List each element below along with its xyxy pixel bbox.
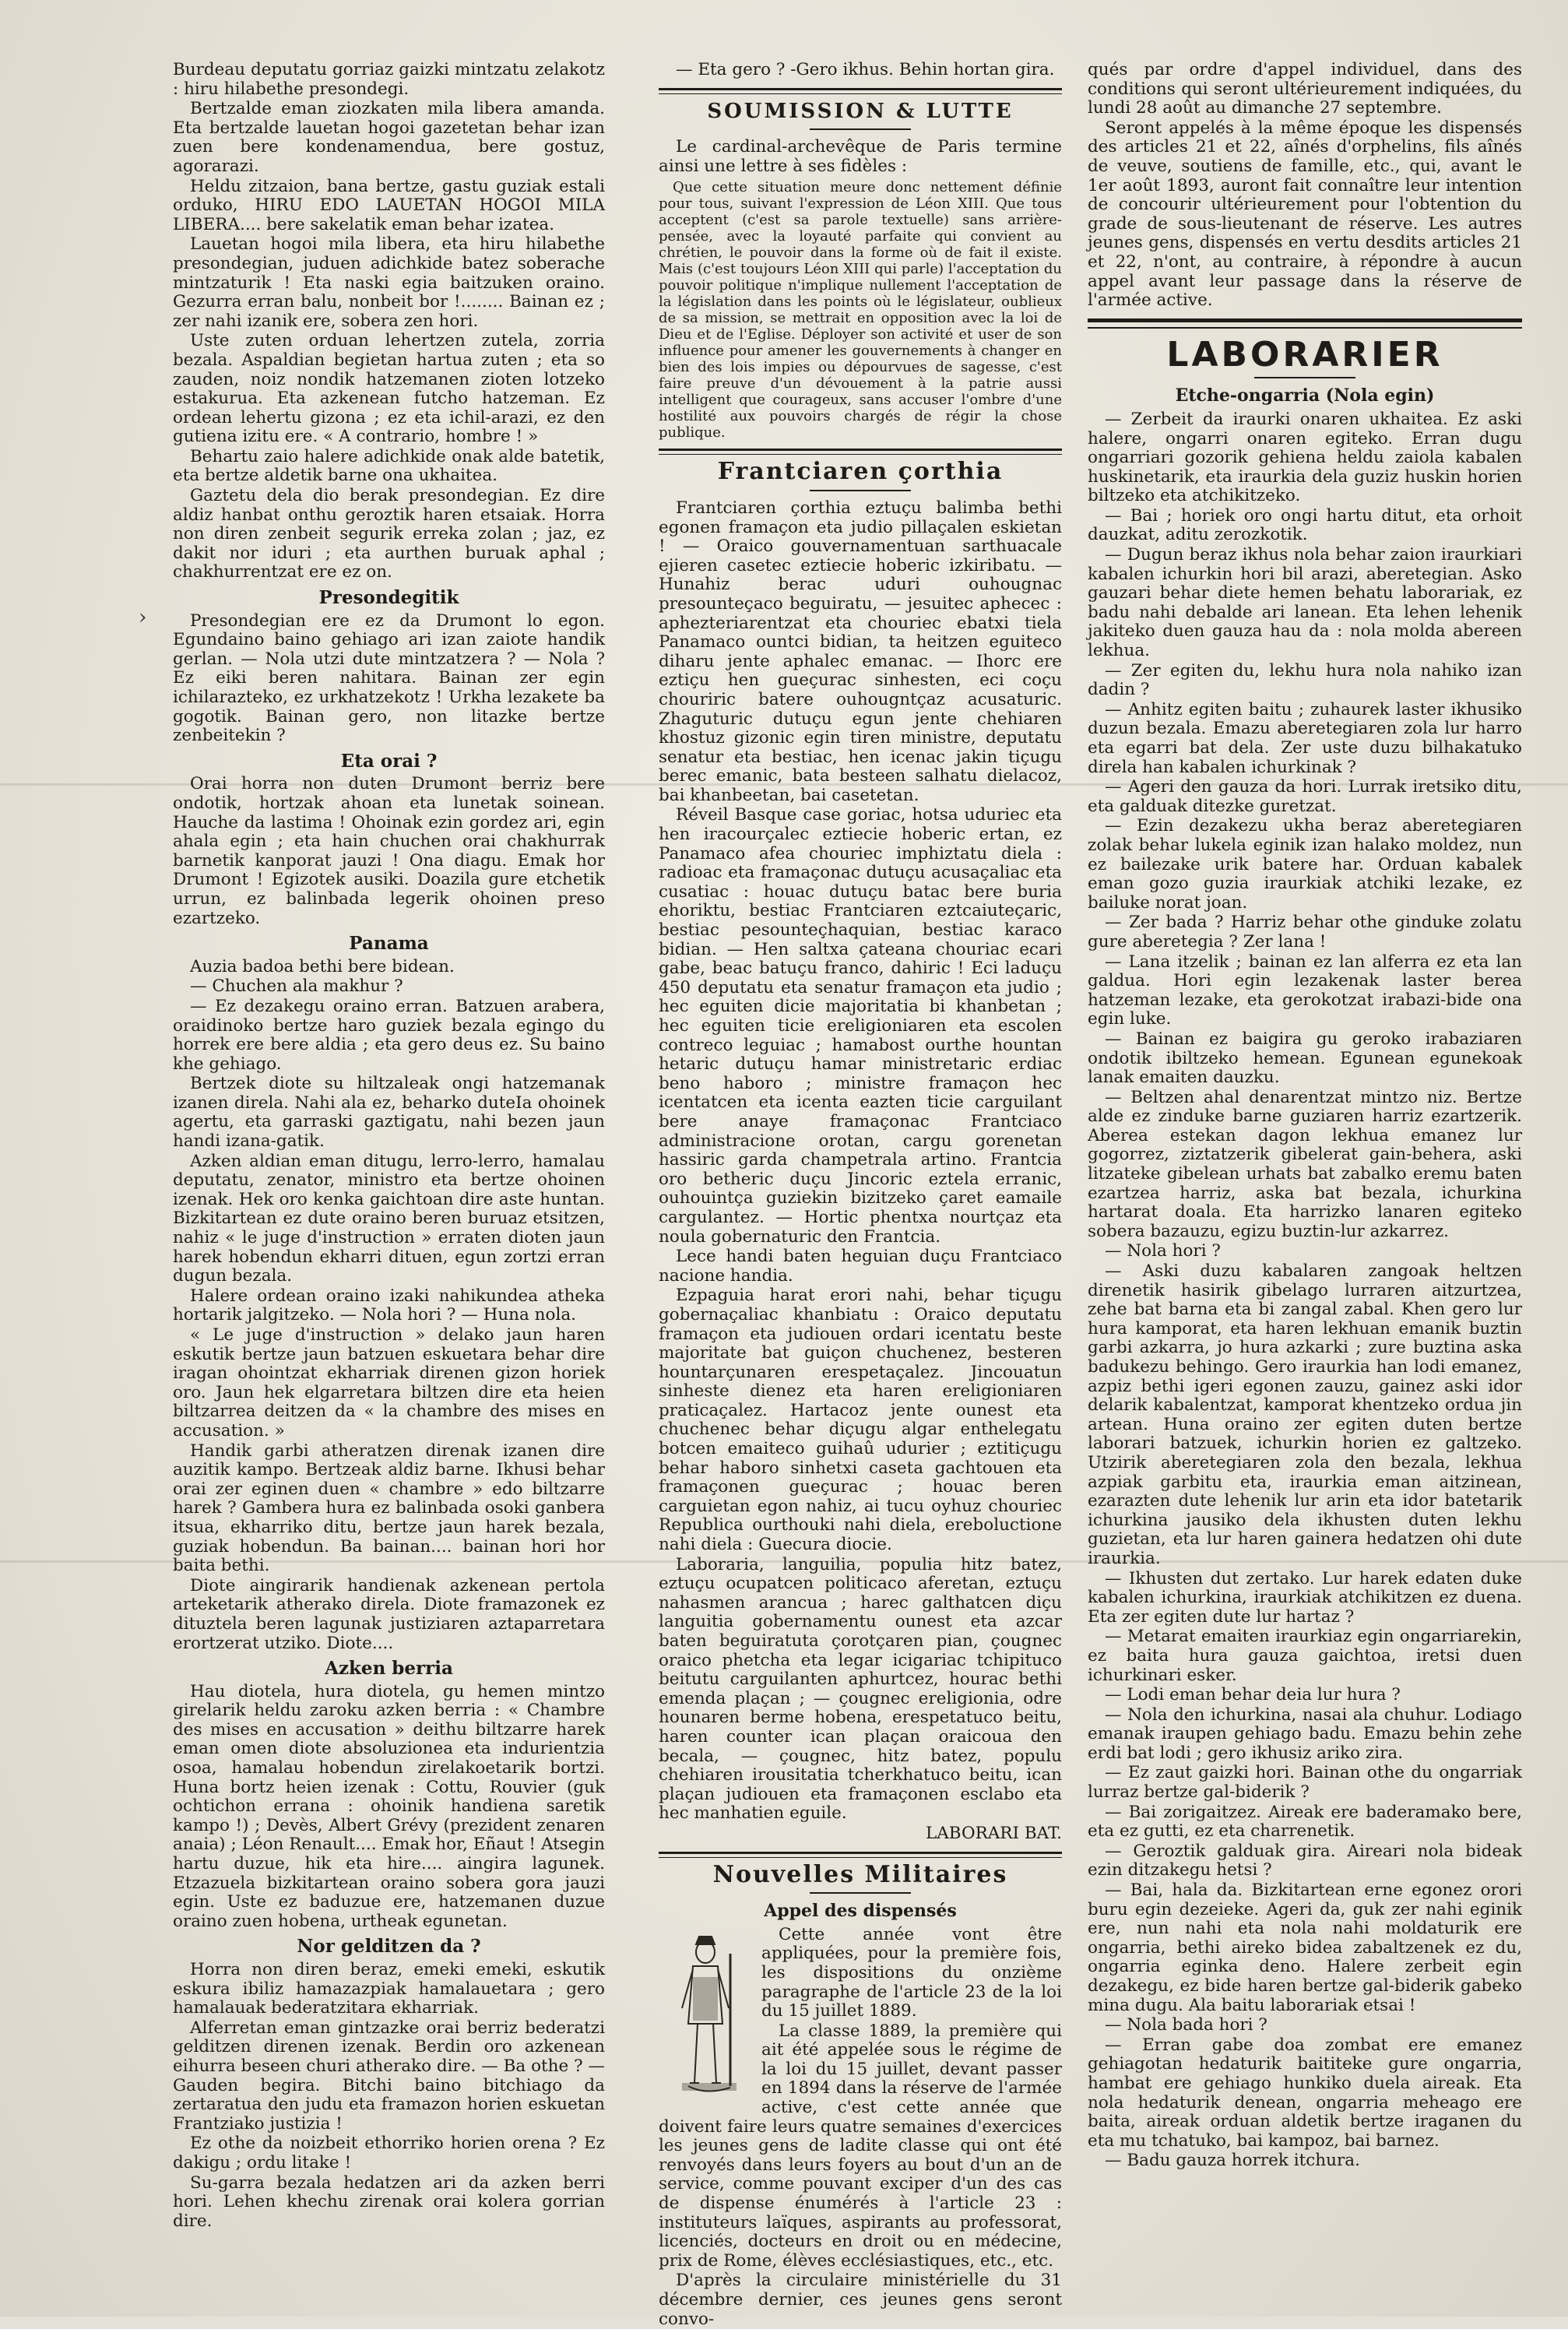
- soldier-illustration: [659, 1930, 752, 2102]
- paragraph: — Eta gero ? -Gero ikhus. Behin hortan gira.: [676, 60, 1055, 79]
- paragraph: Cette année vont être appliquées, pour la première fois, les dispositions du onzième paragraphe de l'article 23 de la loi du 15 juillet 1889.: [761, 1924, 1062, 2021]
- paragraph: Hau diotela, hura diotela, gu hemen mintzo girelarik heldu zaroku azken berria : « Chambre des mises en accusation » deithu biltzarre harek eman omen diote absoluzionea eta indurientzia osoa, hamalau hobendun zirelakoetarik bortzi. Huna bortz heien izenak : Cottu, Rouvier (guk ochtichon errana : ohoinik handiena saretik kampo !) ; Devès, Albert Grévy (prezident zenaren anaia) ; Léon Renault.... Emak hor, Eñaut ! Atsegin hartu duzue, hik eta hire.... aingira lagunek. Etzazuela bizkitartean oraino sobera gora jauzi egin. Uste ez baduzue ere, hatzemanen duzue oraino zuen hobena, urtheak egunetan.: [173, 1681, 605, 1931]
- paragraph: Azken aldian eman ditugu, lerro-lerro, hamalau deputatu, zenator, ministro eta bertze ohoinen izenak. Hek oro kenka gaichtoan dire aste huntan. Bizkitartean ez dute oraino beren buruaz etsitzen, nahiz « le juge d'instruction » erraten dioten jaun harek hobendun ekharri dituen, egun zortzi erran dugun bezala.: [173, 1151, 605, 1286]
- paragraph: Behartu zaio halere adichkide onak alde batetik, eta bertze aldetik barne ona ukhaitea.: [173, 446, 605, 486]
- paragraph: Handik garbi atheratzen direnak izanen dire auzitik kampo. Bertzeak aldiz barne. Ikhusi behar orai zer eginen duen « chambre » edo biltzarre harek ? Gambera hura ez balinbada osoki ganbera itsua, ekharriko ditu, bertze jaun harek bezala, guziak hobendun. Ba bainan.... bainan hori hor baita bethi.: [173, 1441, 605, 1576]
- paragraph: — Aski duzu kabalaren zangoak heltzen direnetik hasirik gibelago lurraren aitzurtzea, zehe bat barna eta bi zangal zabal. Khen gero lur hura kamporat, eta haren lekhuan emanik buztin garbi azkarra, jo hura azkarki ; zure buztina aska badukezu behingo. Gero iraurkia han lodi emanez, azpiz bethi igeri egonen zauzu, gainez aski idor delarik kabalentzat, kamporat khentzeko ordua jin artean. Huna oraino zer egiten duten bertze laborari batzuek, ichurkin horien ez galtzeko. Utzirik aberetegiaren zola den bezala, lekhua azpiak garbitu eta, iraurkia eman aitzinean, ezarazten dute lehenik lur arin eta idor batetarik ichurkina jausiko dela ikhusten duten lekhu guzietan, eta lur haren gainera hedatzen ohi dute iraurkia.: [1088, 1261, 1522, 1568]
- quotation: [659, 179, 1062, 441]
- divider: [810, 128, 911, 130]
- margin-mark: ›: [139, 606, 147, 629]
- paragraph: — Ikhusten dut zertako. Lur harek edaten duke kabalen ichurkina, iraurkiak atchikitzen ez duena. Eta zer egiten dute lur hartaz ?: [1088, 1568, 1522, 1627]
- paragraph: Ezpaguia harat erori nahi, behar tiçugu gobernaçaliac khanbiatu : Oraico deputatu framaçon eta judiouen ordari icentatu beste majoritate bat guiçon chuchenez, besteren hountarçunaren erespetaçalez. Jincouatun sinheste dienez eta haren ereligioniaren praticaçalez. Hartacoz jente ounest eta chuchenec behar diçugu algar enthelegatu botcen emaiteco guihaû udurier ; eztitiçugu behar haboro sinhetxi caseta gachtouen eta framaçonen gueçurac ; houac beren carguietan egon nahiz, ai tucu oyhuz chouriec Republica ourthouki nahi diela, ereboluctione nahi diela : Guecura diocie.: [659, 1286, 1062, 1555]
- column-right: [1088, 61, 1522, 2241]
- paragraph: — Nola hori ?: [1105, 1241, 1221, 1261]
- article-title: SOUMISSION & LUTTE: [707, 99, 1014, 123]
- paragraph: — Dugun beraz ikhus nola behar zaion iraurkiari kabalen ichurkin hori bil arazi, aberetegian. Asko gauzari behar diete hemen behatu laborariak, ez badu nahi debalde ari lanean. Eta lehen lehenik jakiteko duen gauza hau da : nola molda abereen lekhua.: [1088, 545, 1522, 661]
- paragraph: — Zerbeit da iraurki onaren ukhaitea. Ez aski halere, ongarri onaren egiteko. Erran dugu ongarriari gozorik gehiena heldu zaiola kabalen huskinetarik, eta iraurkia dela guziz huskin horien biltzeko eta atchikitzeko.: [1088, 409, 1522, 506]
- paragraph: Burdeau deputatu gorriaz gaizki mintzatu zelakotz : hiru hilabethe presondegi.: [173, 60, 605, 99]
- paragraph: Lece handi baten heguian duçu Frantciaco nacione handia.: [659, 1247, 1062, 1286]
- paragraph: Uste zuten orduan lehertzen zutela, zorria bezala. Aspaldian begietan hartua zuten ; eta so zauden, noiz nondik hatzemanen zioten lotzeko estakurua. Eta azkenean futcho hatzeman. Ez ordean lehertu gizona ; ez eta ichil-arazi, ez den gutiena izitu ere. « A contrario, hombre ! »: [173, 331, 605, 447]
- section-title: Presondegitik: [318, 587, 459, 609]
- section-title: Eta orai ?: [340, 750, 438, 772]
- paragraph: — Beltzen ahal denarentzat mintzo niz. Bertze alde ez zinduke barne guziaren harriz ezartzerik. Aberea estekan dagon lekhua emanez lur gogorrez, ziztatzerik gibelerat gain-behera, aski litzateke gibelean urhats bat zabalko eremu baten ezartzea harriz, aska bat bezala, ichurkina hartarat doala. Eta harrizko lanaren egiteko sobera bazauzu, egizu buztin-lur azkarrez.: [1088, 1087, 1522, 1241]
- paragraph: Su-garra bezala hedatzen ari da azken berri hori. Lehen khechu zirenak orai kolera gorrian dire.: [173, 2172, 605, 2231]
- paragraph: — Lana itzelik ; bainan ez lan alferra ez eta lan galdua. Hori egin lezakenak laster berea hatzeman lezake, eta gerokotzat irabazi-bide ona egin luke.: [1088, 952, 1522, 1029]
- paragraph: — Chuchen ala makhur ?: [190, 976, 403, 997]
- section-banner: LABORARIER: [1166, 334, 1443, 375]
- paragraph: — Geroztik galduak gira. Aireari nola bideak ezin ditzakegu hetsi ?: [1088, 1841, 1522, 1880]
- divider: [659, 449, 1062, 455]
- paragraph: — Bainan ez baigira gu geroko irabaziaren ondotik ibiltzeko hemean. Egunean egunekoak lanak emaiten dauzku.: [1088, 1029, 1522, 1088]
- paragraph: — Erran gabe doa zombat ere emanez gehiagotan hedaturik baititeke gure ongarria, hambat ere gehiago hunkiko duela aireak. Eta nola hedaturik denean, ongarria meheago ere baita, aireak orduan aldetik bertze iraganen du eta mu tchatuko, bai kampoz, bai barnez.: [1088, 2035, 1522, 2151]
- paragraph: D'après la circulaire ministérielle du 31 décembre dernier, ces jeunes gens seront convo-: [659, 2271, 1062, 2329]
- paragraph: Le cardinal-archevêque de Paris termine ainsi une lettre à ses fidèles :: [659, 137, 1062, 176]
- paragraph: Bertzek diote su hiltzaleak ongi hatzemanak izanen direla. Nahi ala ez, beharko duteIa ohoinek agertu, eta garraski gaztigatu, nahi bezen jaun handi izana-gatik.: [173, 1074, 605, 1152]
- article-title: Frantciaren çorthia: [717, 458, 1004, 486]
- divider: [1254, 377, 1355, 378]
- paragraph: Frantciaren çorthia eztuçu balimba bethi egonen framaçon eta judio pillaçalen eskietan ! — Oraico gouvernamentuan sarthuacale ejieren casetec eztiecie hoberic izkiribatu. — Hunahiz berac uduri ouhougnac presounteçaco beguiratu, — jesuitec aphecec : aphezteriarentzat eta chouriec ebatxi tiela Panamaco ountci bidian, ta heitzen eguiteco diharu jente aphalec emanac. — Ihorc ere eztiçu hen gueçurac sinhesten, eci coçu chouriric batere ouhougntçaz acusaturic. Zhaguturic dutuçu egun jente chehiaren khostuz gizonic egin tiren ministre, deputatu senatur eta bestiac, hen icenac jakin tiçugu berec emanic, bata besteen salhatu dielacoz, bai khanbeetan, bai casetetan.: [659, 498, 1062, 805]
- soldier-figure-icon: [659, 1930, 752, 2102]
- paragraph: Laboraria, languilia, populia hitz batez, eztuçu ocupatcen politicaco aferetan, eztuçu nahasmen arancua ; harec galthatcen diçu languitia gobernamentu ounest eta azcar baten beguiratuta çorotçaren pian, çougnec oraico phetcha eta legar icigariac tchipituco beitutu carguilanten aphurtcez, hourac bethi emenda plaçan ; — çougnec ereligionia, odre hounaren berme hobena, erespetatuco beitu, haren counter ican plaçan oraicoua den becala, — çougnec, hitz batez, populu chehiaren irousitatia tcherkhatuco beitu, ican plaçan judiouen eta framaçonen esclabo eta hec manhatien eguile.: [659, 1554, 1062, 1824]
- divider: [659, 88, 1062, 94]
- paragraph: — Bai, hala da. Bizkitartean erne egonez orori buru egin dezeieke. Ageri da, guk zer nahi eginik ere, nun nahi eta nola nahi moldaturik ere ongarria, bethi aireko bidea zabaltzenek ez du, ongarria eginka deno. Halere zerbeit egin dezakegu, ez bide haren bertze gal-biderik gabeko mina dugu. Ala baitu laborariak etsai !: [1088, 1880, 1522, 2015]
- article-subtitle: Etche-ongarria (Nola egin): [1175, 385, 1435, 406]
- paragraph: Ez othe da noizbeit ethorriko horien orena ? Ez dakigu ; ordu litake !: [173, 2134, 605, 2172]
- divider: [810, 1892, 911, 1894]
- paragraph: — Metarat emaiten iraurkiaz egin ongarriarekin, ez baita hura gauza gaichtoa, iretsi duen ichurkinari esker.: [1088, 1627, 1522, 1685]
- quote-text: Que cette situation meure donc nettement définie pour tous, suivant l'expression de Léon XIII. Que tous acceptent (c'est sa parole textuelle) sans arrière-pensée, avec la loyauté parfaite qui convient au chrétien, le pouvoir dans la forme où de fait il existe. Mais (c'est toujours Léon XIII qui parle) l'acceptation du pouvoir politique n'implique nullement l'acceptation de la législation dans les points où le législateur, oublieux de sa mission, se mettrait en opposition avec la loi de Dieu et de l'Eglise. Déployer son activité et user de son influence pour amener les gouvernements à changer en bien des lois impies ou dépourvues de sagesse, c'est faire preuve d'un dévouement à la patrie aussi intelligent que courageux, sans accuser l'ombre d'une hostilité aux pouvoirs chargés de régir la chose publique.: [659, 179, 1062, 442]
- paragraph: « Le juge d'instruction » delako jaun haren eskutik bertze jaun batzuen eskuetara behar dire iragan ohointzat ekharriak direnen gizon horiek oro. Jaun hek elgarretara biltzen dire eta heien biltzarrea deitzen da « la chambre des mises en accusation. »: [173, 1325, 605, 1441]
- divider: [1088, 327, 1522, 329]
- article-subtitle: Appel des dispensés: [764, 1901, 957, 1922]
- paragraph: — Zer bada ? Harriz behar othe ginduke zolatu gure aberetegia ? Zer lana !: [1088, 913, 1522, 952]
- paragraph: — Zer egiten du, lekhu hura nola nahiko izan dadin ?: [1088, 660, 1522, 700]
- paragraph: — Ez dezakegu oraino erran. Batzuen arabera, oraidinoko bertze haro guziek bezala egingo du horrek ere bere aldia ; eta gero deus ez. Su baino khe gehiago.: [173, 996, 605, 1074]
- paragraph: — Badu gauza horrek itchura.: [1105, 2151, 1360, 2171]
- paragraph: La classe 1889, la première qui ait été appelée sous le régime de la loi du 15 juillet, devant passer en 1894 dans la réserve de l'armée active, c'est cette année que doivent faire leurs quatre semaines d'exercices les jeunes gens de ladite classe qui ont été renvoyés dans leurs foyers au bout d'un an de service, comme pouvant exciper d'un des cas de dispense énumérés à l'article 23 : instituteurs laïques, aspirants au professorat, licenciés, docteurs en droit ou en médecine, prix de Rome, élèves ecclésiastiques, etc., etc.: [659, 2021, 1062, 2271]
- paragraph: — Anhitz egiten baitu ; zuhaurek laster ikhusiko duzun bezala. Emazu aberetegiaren zola lur harro eta egarri bat dela. Zer uste duzu bilhakatuko direla han kabalen ichurkinak ?: [1088, 699, 1522, 777]
- paragraph: — Ezin dezakezu ukha beraz aberetegiaren zolak behar lukela eginik izan halako moldez, nun ez bailezake urik batere har. Orduan kabalek eman gozo guzia iraurkiak atchiki lezake, ez bailuke norat joan.: [1088, 816, 1522, 913]
- paragraph: Réveil Basque case goriac, hotsa uduriec eta hen iracourçalec eztiecie hoberic ertan, ez Panamaco afea chouriec imphiztatu diela : radioac eta framaçonac dutuçu acusaçaliac eta cusatiac : houac dutuçu batac bere buria ehoriktu, bestiac Frantciaren eztcaiuteçaric, bestiac pesounteçhaquian, bestiac karaco bidian. — Hen saltxa çateana chouriac ecari gabe, beac batuçu franco, dahiric ! Eci laduçu 450 deputatu eta senatur framaçon eta judio ; hec eguiten dicie majoritatia bi khanbetan ; hec eguiten ticie ereligioniaren eta escolen contreco leguiac ; hamabost ourthe hountan hetaric dutuçu hamar ministretaric erdiac beno haboro ; ministre framaçon hec icentatcen eta icenta eazten ticie carguilant bere anaye framaçonac Frantciaco administracione orotan, cargu gorenetan hassiric garda champetrala artino. Frantcia oro betheric duçu Jincoric eztela erranic, ouhouintça guziekin bizitzeko çaret eamaile cargulantez. — Hortic phentxa nourtçaz eta noula gobernaturic den Frantcia.: [659, 805, 1062, 1247]
- paragraph: qués par ordre d'appel individuel, dans des conditions qui seront ultérieurement indiquées, du lundi 28 août au dimanche 27 septembre.: [1088, 60, 1522, 118]
- section-title: Panama: [349, 933, 429, 955]
- divider: [659, 1852, 1062, 1858]
- paragraph: Alferretan eman gintzazke orai berriz bederatzi gelditzen direnen izenak. Berdin oro azkenean eihurra beseen churi atherako dire. — Ba othe ? — Gauden begira. Bitchi baino bitchiago da zertaratua den judu eta framazon horien eskuetan Frantziako justizia !: [173, 2018, 605, 2134]
- paragraph: Orai horra non duten Drumont berriz bere ondotik, hortzak ahoan eta lunetak soinean. Hauche da lastima ! Ohoinak ezin gordez ari, egin ahala egin ; eta hain chuchen orai chakhurrak barnetik kanporat jauzi ! Ona diagu. Emak hor Drumont ! Egizotek ausiki. Doazila gure etchetik urrun, ez balinbada legerik ohoinen preso ezartzeko.: [173, 774, 605, 928]
- section-title: Nor gelditzen da ?: [297, 1936, 481, 1958]
- paragraph: Presondegian ere ez da Drumont lo egon. Egundaino baino gehiago ari izan zaiote handik gerlan. — Nola utzi dute mintzatzera ? — Nola ? Ez eiki beren nahitara. Bainan zer egin ichilarazteko, ez urkhatzekotz ! Urkha lezakete ba gogotik. Bainan gero, non litazke bertze zenbeitekin ?: [173, 610, 605, 746]
- paragraph: Lauetan hogoi mila libera, eta hiru hilabethe presondegian, juduen adichkide batez soberache mintzaturik ! Eta naski egia baitzuken oraino. Gezurra erran balu, nonbeit bor !........ Bainan ez ; zer nahi izanik ere, sobera zen hori.: [173, 234, 605, 331]
- paragraph: — Bai ; horiek oro ongi hartu ditut, eta orhoit dauzkat, aditu zerozkotik.: [1088, 505, 1522, 545]
- paragraph: — Ageri den gauza da hori. Lurrak iretsiko ditu, eta galduak ditezke guretzat.: [1088, 777, 1522, 816]
- divider: [1088, 318, 1522, 322]
- paragraph: Horra non diren beraz, emeki emeki, eskutik eskura ibiliz hamazazpiak hamalauetara ; gero hamalauak bederatzitara ekharriak.: [173, 1960, 605, 2018]
- paragraph: Heldu zitzaion, bana bertze, gastu guziak estali orduko, HIRU EDO LAUETAN HOGOI MILA LIBERA.... bere sakelatik eman behar izatea.: [173, 176, 605, 234]
- paragraph: Seront appelés à la même époque les dispensés des articles 21 et 22, aînés d'orphelins, fils aînés de veuve, soutiens de famille, etc., qui, avant le 1er août 1893, auront fait connaître leur intention de concourir ultérieurement pour l'obtention du grade de sous-lieutenant de réserve. Les autres jeunes gens, dispensés en vertu desdits articles 21 et 22, n'ont, au contraire, à répondre à aucun appel avant leur passage dans la réserve de l'armée active.: [1088, 118, 1522, 311]
- paragraph: Gaztetu dela dio berak presondegian. Ez dire aldiz hanbat onthu geroztik haren etsaiak. Horra non diren zenbeit segurik erreka zolan ; jaz, ez dakit nor iduri ; eta aurthen buruak aphal ; chakhurrentzat ere ez on.: [173, 486, 605, 582]
- paragraph: Diote aingirarik handienak azkenean pertola arteketarik atherako direla. Diote framazonek ez dituztela beren lagunak justiziaren aztaparretara erortzerat utziko. Diote....: [173, 1575, 605, 1653]
- paragraph: Halere ordean oraino izaki nahikundea atheka hortarik jalgitzeko. — Nola hori ? — Huna nola.: [173, 1286, 605, 1325]
- paragraph: — Nola den ichurkina, nasai ala chuhur. Lodiago emanak iraupen gehiago badu. Emazu behin zehe erdi bat lodi ; gero ikhusiz ariko zira.: [1088, 1705, 1522, 1763]
- paragraph: — Ez zaut gaizki hori. Bainan othe du ongarriak lurraz bertze gal-biderik ?: [1088, 1763, 1522, 1803]
- column-middle: [659, 60, 1062, 2329]
- paragraph: — Bai zorigaitzez. Aireak ere baderamako bere, eta ez gutti, ez eta charrenetik.: [1088, 1802, 1522, 1842]
- paragraph: — Nola bada hori ?: [1105, 2015, 1267, 2035]
- divider: [810, 490, 911, 491]
- column-left: [173, 61, 605, 2241]
- signature: LABORARI BAT.: [925, 1823, 1062, 1843]
- paragraph: Auzia badoa bethi bere bidean.: [190, 956, 455, 976]
- article-title: Nouvelles Militaires: [712, 1860, 1008, 1888]
- paragraph: — Lodi eman behar deia lur hura ?: [1105, 1685, 1401, 1705]
- paragraph: Bertzalde eman ziozkaten mila libera amanda. Eta bertzalde lauetan hogoi gazetetan behar izan zuen bere kondenamendua, bere gostuz, agorarazi.: [173, 99, 605, 176]
- section-title: Azken berria: [325, 1658, 453, 1680]
